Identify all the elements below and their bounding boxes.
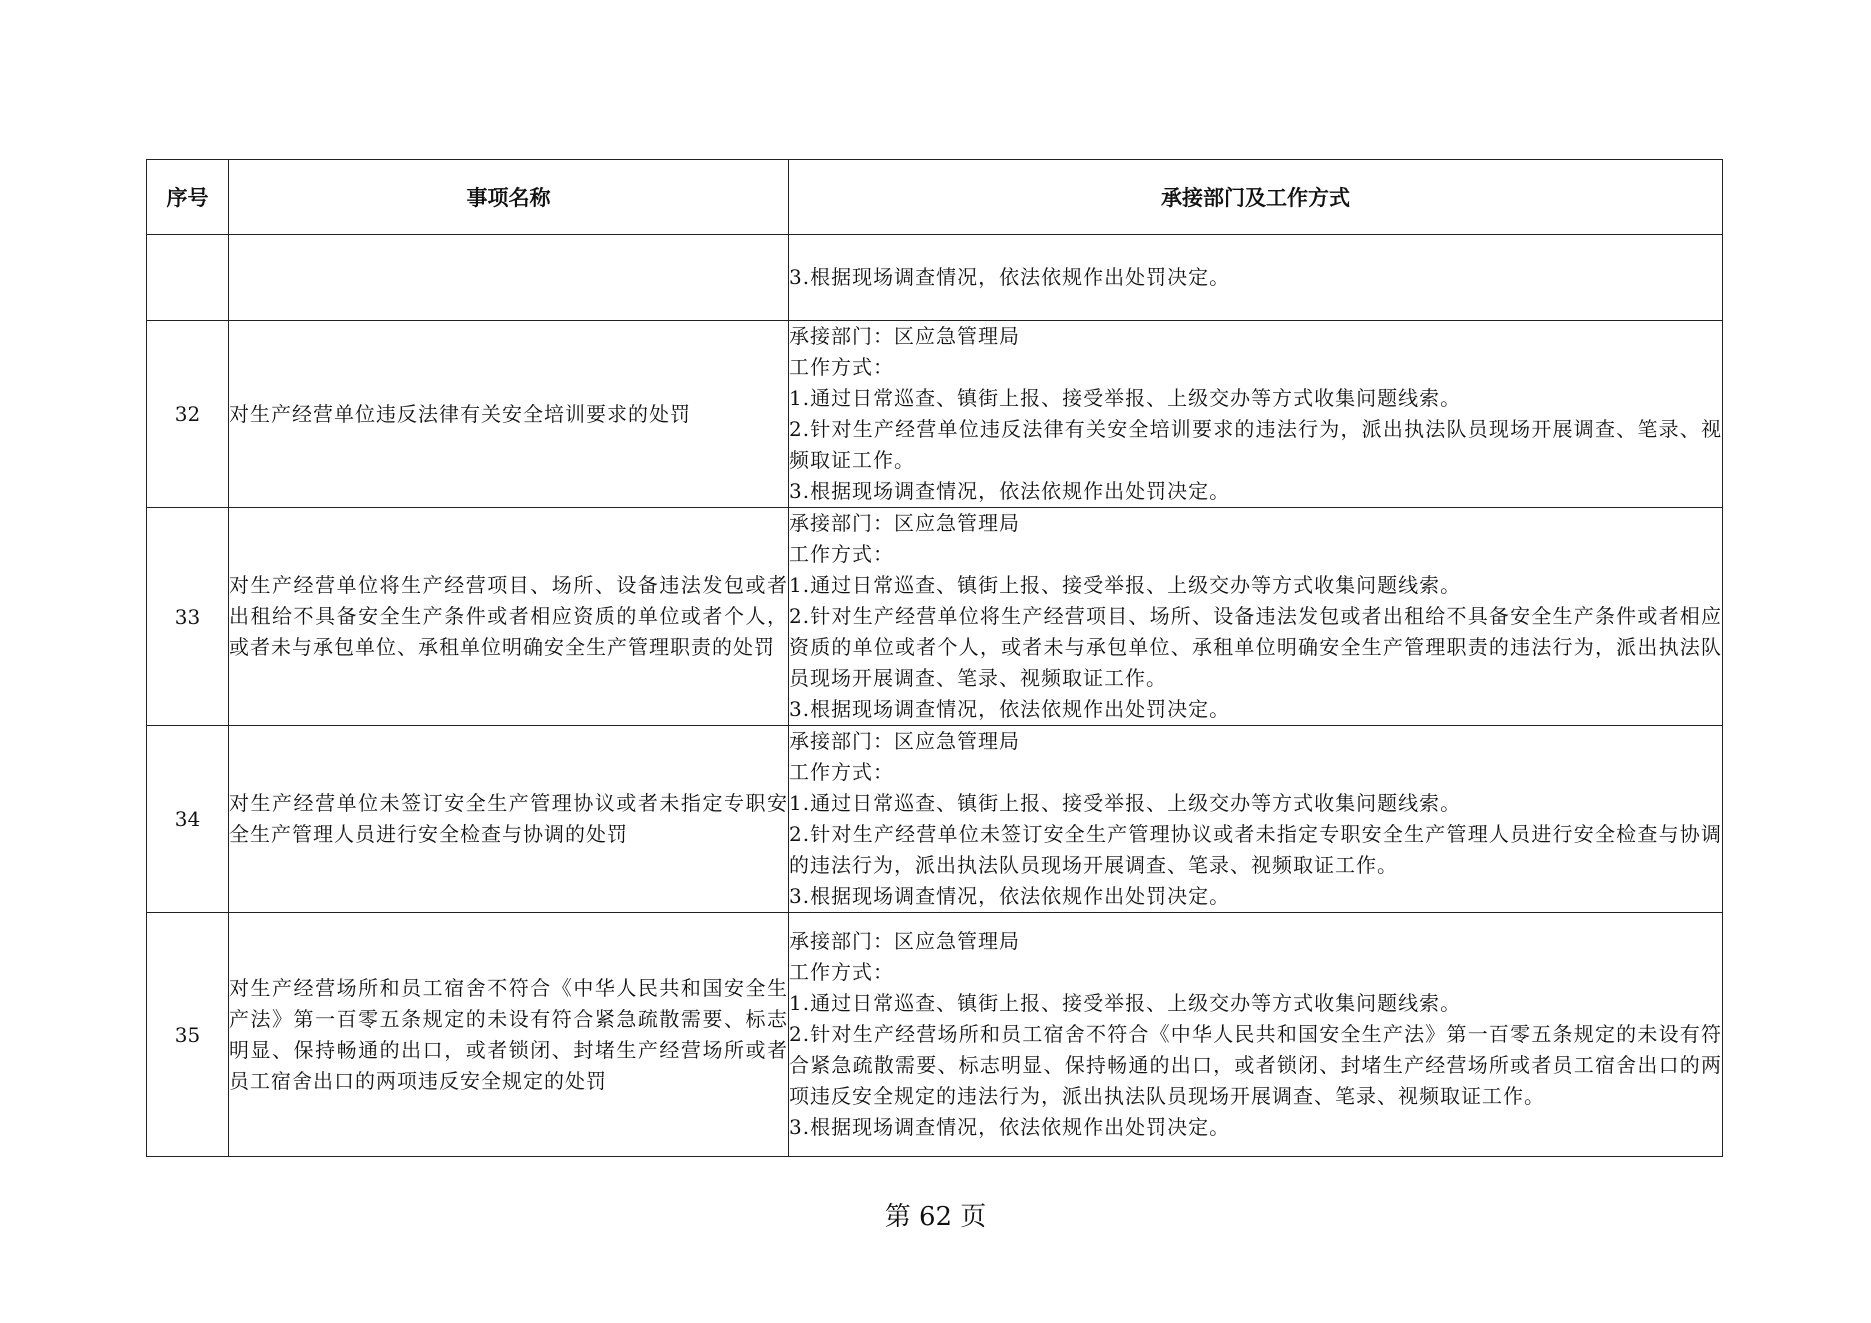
- table-header-row: [147, 160, 1723, 235]
- row-seq: 33: [147, 508, 229, 726]
- page-number: 第 62 页: [884, 1202, 987, 1232]
- row-dept-cell: [789, 508, 1723, 726]
- dept-line: 3.根据现场调查情况，依法依规作出处罚决定。: [789, 884, 1231, 908]
- row-name: 对生产经营单位将生产经营项目、场所、设备违法发包或者出租给不具备安全生产条件或者相应资质的单位或者个人，或者未与承包单位、承租单位明确安全生产管理职责的处罚: [229, 573, 788, 659]
- table-row: [147, 726, 1723, 913]
- row-dept-cell: [789, 726, 1723, 913]
- row-name-cell: [229, 913, 789, 1157]
- row-dept-cell: [789, 321, 1723, 508]
- dept-line: 3.根据现场调查情况，依法依规作出处罚决定。: [789, 697, 1231, 721]
- header-seq: 序号: [147, 160, 229, 235]
- row-seq: 35: [147, 913, 229, 1157]
- dept-line: 2.针对生产经营场所和员工宿舍不符合《中华人民共和国安全生产法》第一百零五条规定的未设有符合紧急疏散需要、标志明显、保持畅通的出口，或者锁闭、封堵生产经营场所或者员工宿舍出口的两项违反安全规定的违法行为，派出执法队员现场开展调查、笔录、视频取证工作。: [789, 1022, 1722, 1108]
- dept-line: 3.根据现场调查情况，依法依规作出处罚决定。: [789, 265, 1231, 289]
- row-name: 对生产经营单位未签订安全生产管理协议或者未指定专职安全生产管理人员进行安全检查与协调的处罚: [229, 791, 788, 846]
- row-name: 对生产经营场所和员工宿舍不符合《中华人民共和国安全生产法》第一百零五条规定的未设有符合紧急疏散需要、标志明显、保持畅通的出口，或者锁闭、封堵生产经营场所或者员工宿舍出口的两项违反安全规定的处罚: [229, 975, 788, 1093]
- dept-line: 2.针对生产经营单位未签订安全生产管理协议或者未指定专职安全生产管理人员进行安全检查与协调的违法行为，派出执法队员现场开展调查、笔录、视频取证工作。: [789, 822, 1722, 877]
- dept-line: 工作方式：: [789, 542, 894, 566]
- dept-line: 1.通过日常巡查、镇街上报、接受举报、上级交办等方式收集问题线索。: [789, 573, 1462, 597]
- dept-line: 3.根据现场调查情况，依法依规作出处罚决定。: [789, 479, 1231, 503]
- row-dept-cell: [789, 913, 1723, 1157]
- table-row: [147, 913, 1723, 1157]
- row-name-cell: [229, 235, 789, 321]
- dept-line: 3.根据现场调查情况，依法依规作出处罚决定。: [789, 1115, 1231, 1139]
- row-seq: 34: [147, 726, 229, 913]
- dept-line: 工作方式：: [789, 760, 894, 784]
- row-name-cell: [229, 321, 789, 508]
- row-seq: [147, 235, 229, 321]
- dept-line: 承接部门：区应急管理局: [789, 729, 1020, 753]
- dept-line: 2.针对生产经营单位将生产经营项目、场所、设备违法发包或者出租给不具备安全生产条件或者相应资质的单位或者个人，或者未与承包单位、承租单位明确安全生产管理职责的违法行为，派出执法队员现场开展调查、笔录、视频取证工作。: [789, 604, 1722, 690]
- table-row: [147, 235, 1723, 321]
- table-row: [147, 321, 1723, 508]
- dept-line: 承接部门：区应急管理局: [789, 929, 1020, 953]
- dept-line: 1.通过日常巡查、镇街上报、接受举报、上级交办等方式收集问题线索。: [789, 386, 1462, 410]
- dept-line: 工作方式：: [789, 960, 894, 984]
- dept-line: 1.通过日常巡查、镇街上报、接受举报、上级交办等方式收集问题线索。: [789, 991, 1462, 1015]
- row-name: 对生产经营单位违反法律有关安全培训要求的处罚: [229, 401, 691, 426]
- dept-line: 2.针对生产经营单位违反法律有关安全培训要求的违法行为，派出执法队员现场开展调查、笔录、视频取证工作。: [789, 417, 1722, 472]
- header-dept: 承接部门及工作方式: [789, 160, 1723, 235]
- dept-line: 工作方式：: [789, 355, 894, 379]
- dept-line: 承接部门：区应急管理局: [789, 324, 1020, 348]
- table-row: [147, 508, 1723, 726]
- dept-line: 1.通过日常巡查、镇街上报、接受举报、上级交办等方式收集问题线索。: [789, 791, 1462, 815]
- items-table: [146, 159, 1723, 1157]
- row-name-cell: [229, 508, 789, 726]
- header-name: 事项名称: [229, 160, 789, 235]
- row-name-cell: [229, 726, 789, 913]
- row-seq: 32: [147, 321, 229, 508]
- row-dept-cell: [789, 235, 1723, 321]
- dept-line: 承接部门：区应急管理局: [789, 511, 1020, 535]
